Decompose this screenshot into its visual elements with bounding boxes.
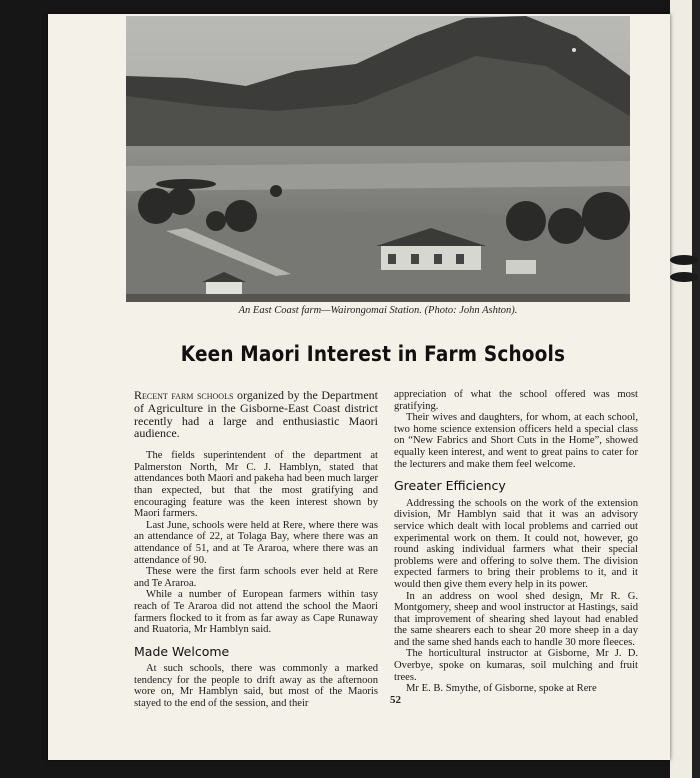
- paragraph: The fields superintendent of the department at Palmerston North, Mr C. J. Hamblyn, stated that attendances both Maori and pakeha had been much larger than expected, but that the most gratifying and encouraging feature was the keen interest shown by Maori farmers.: [134, 450, 378, 520]
- paragraph: Last June, schools were held at Rere, where there was an attendance of 22, at Tolaga Bay, where there was an attendance of 51, and at Te Araroa, where there was an attendance of 90.: [134, 519, 378, 566]
- section-heading: Greater Efficiency: [394, 478, 506, 494]
- magazine-page: [48, 14, 670, 760]
- lead-text: organized by the Department of Agriculture in the Gisborne-East Coast district recently had a large and enthusiastic Maori audience.: [134, 388, 378, 441]
- paragraph: Mr E. B. Smythe, of Gisborne, spoke at Rere: [406, 683, 597, 695]
- right-column: [394, 389, 638, 695]
- paragraph: The horticultural instructor at Gisborne, Mr J. D. Overbye, spoke on kumaras, soil mulching and fruit trees.: [394, 648, 638, 683]
- binding-clip: [670, 255, 698, 265]
- adjacent-page-edge: [670, 0, 700, 778]
- binding-edge: [692, 0, 700, 778]
- paragraph-continued: appreciation of what the school offered was most gratifying.: [394, 389, 638, 412]
- farm-landscape-image: [126, 16, 630, 302]
- binding-clip: [670, 272, 698, 282]
- paragraph: While a number of European farmers within tasy reach of Te Araroa did not attend the school the Maori farmers flocked to it from as far away as Cape Runaway and Ruatoria, Mr Hamblyn said.: [134, 589, 378, 636]
- paragraph: In an address on wool shed design, Mr R. G. Montgomery, sheep and wool instructor at Hastings, said that improvement of shearing shed layout had enabled the same shearers each to shear 20 more sheep in a day and the same shed hands each to handle 30 more fleeces.: [394, 590, 638, 648]
- article-title: Keen Maori Interest in Farm Schools: [180, 342, 566, 366]
- farm-photograph: [126, 16, 630, 302]
- paragraph: At such schools, there was commonly a marked tendency for the people to drift away as the afternoon wore on, Mr Hamblyn said, but most of the Maoris stayed to the end of the session, and their: [134, 663, 378, 710]
- lead-paragraph: [134, 389, 378, 440]
- paragraph: These were the first farm schools ever held at Rere and Te Araroa.: [134, 566, 378, 589]
- section-heading: Made Welcome: [134, 643, 230, 659]
- page-number: 52: [390, 694, 401, 706]
- paragraph: Their wives and daughters, for whom, at each school, two home science extension officers held a special class on “New Fabrics and Short Cuts in the Home”, showed equally keen interest, and went to great pains to cater for the lecturers and make them feel welcome.: [394, 412, 638, 470]
- paragraph: Addressing the schools on the work of the extension division, Mr Hamblyn said that it was an advisory service which dealt with local problems and carried out experimental work on them. It could not, however, go round asking individual farmers what their special problems were and offering to solve them. The division expected farmers to bring their problems to it, and it would then give them every help in its power.: [394, 497, 638, 590]
- photo-caption: An East Coast farm—Wairongomai Station. (Photo: John Ashton).: [238, 305, 518, 316]
- lead-smallcaps: Recent farm schools: [134, 388, 234, 402]
- left-column: [134, 389, 378, 710]
